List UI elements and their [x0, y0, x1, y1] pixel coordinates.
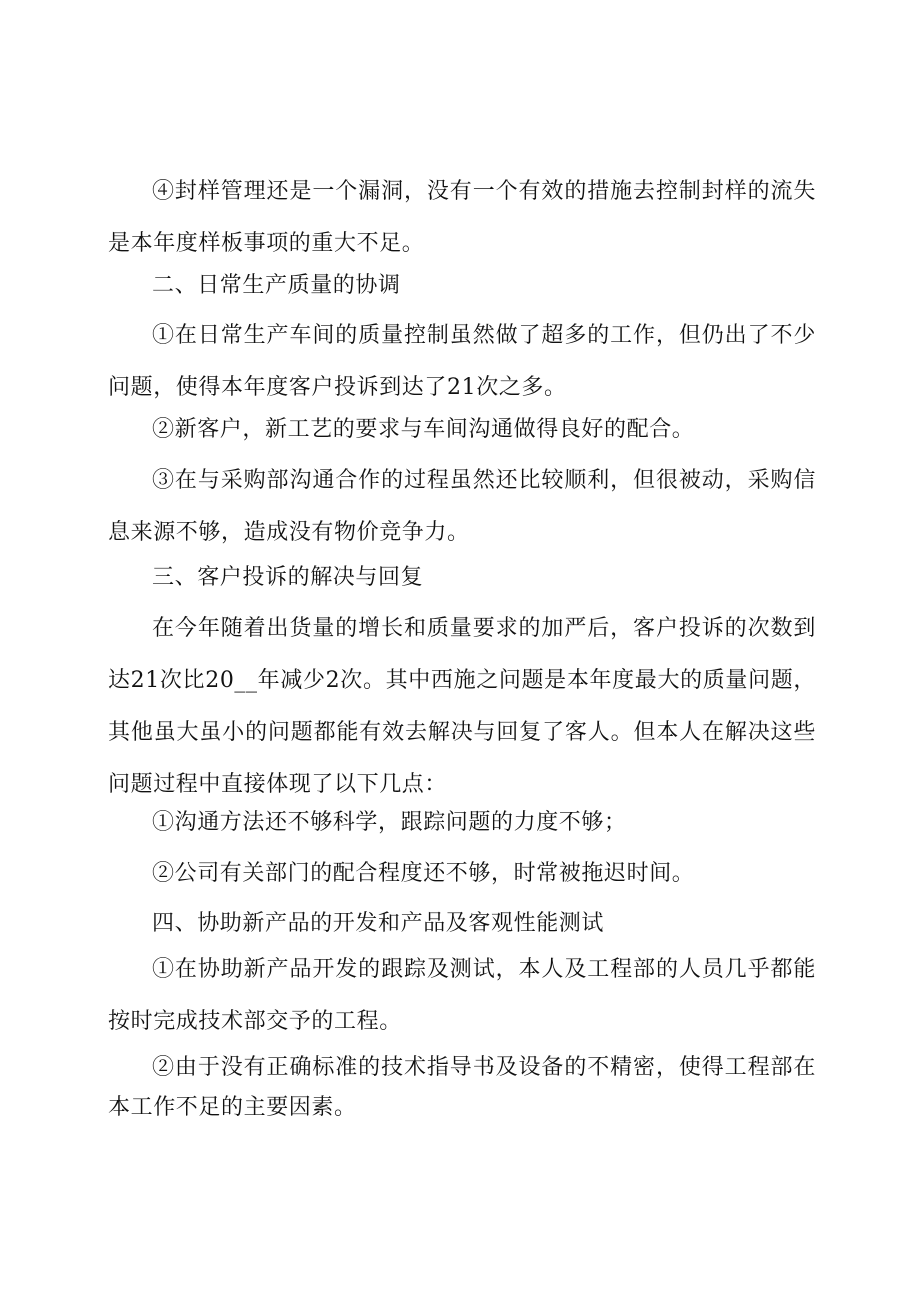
- paragraph-purchasing-cooperation: ③在与采购部沟通合作的过程虽然还比较顺利，但很被动，采购信息来源不够，造成没有物价竞争力。: [108, 468, 816, 545]
- paragraph-new-customer-process: ②新客户，新工艺的要求与车间沟通做得良好的配合。: [152, 417, 695, 442]
- heading-new-product-development: 四、协助新产品的开发和产品及客观性能测试: [152, 911, 605, 936]
- paragraph-complaint-summary: 在今年随着出货量的增长和质量要求的加严后，客户投诉的次数到达21次比20__年减少2次。其中西施之问题是本年度最大的质量问题，其他虽大虽小的问题都能有效去解决与回复了客人。但本人在解决这些问题过程中直接体现了以下几点：: [108, 616, 816, 797]
- paragraph-engineering-testing: ①在协助新产品开发的跟踪及测试，本人及工程部的人员几乎都能按时完成技术部交予的工程。: [108, 957, 816, 1034]
- paragraph-communication-method: ①沟通方法还不够科学，跟踪问题的力度不够；: [152, 810, 627, 835]
- heading-daily-production-quality: 二、日常生产质量的协调: [152, 273, 401, 298]
- paragraph-department-cooperation: ②公司有关部门的配合程度还不够，时常被拖迟时间。: [152, 861, 695, 886]
- paragraph-sample-management: ④封样管理还是一个漏洞，没有一个有效的措施去控制封样的流失是本年度样板事项的重大不足。: [108, 179, 816, 256]
- paragraph-technical-guidance: ②由于没有正确标准的技术指导书及设备的不精密，使得工程部在本工作不足的主要因素。: [108, 1055, 816, 1120]
- paragraph-workshop-quality-control: ①在日常生产车间的质量控制虽然做了超多的工作，但仍出了不少问题，使得本年度客户投诉到达了21次之多。: [108, 323, 816, 400]
- heading-customer-complaints: 三、客户投诉的解决与回复: [152, 565, 424, 590]
